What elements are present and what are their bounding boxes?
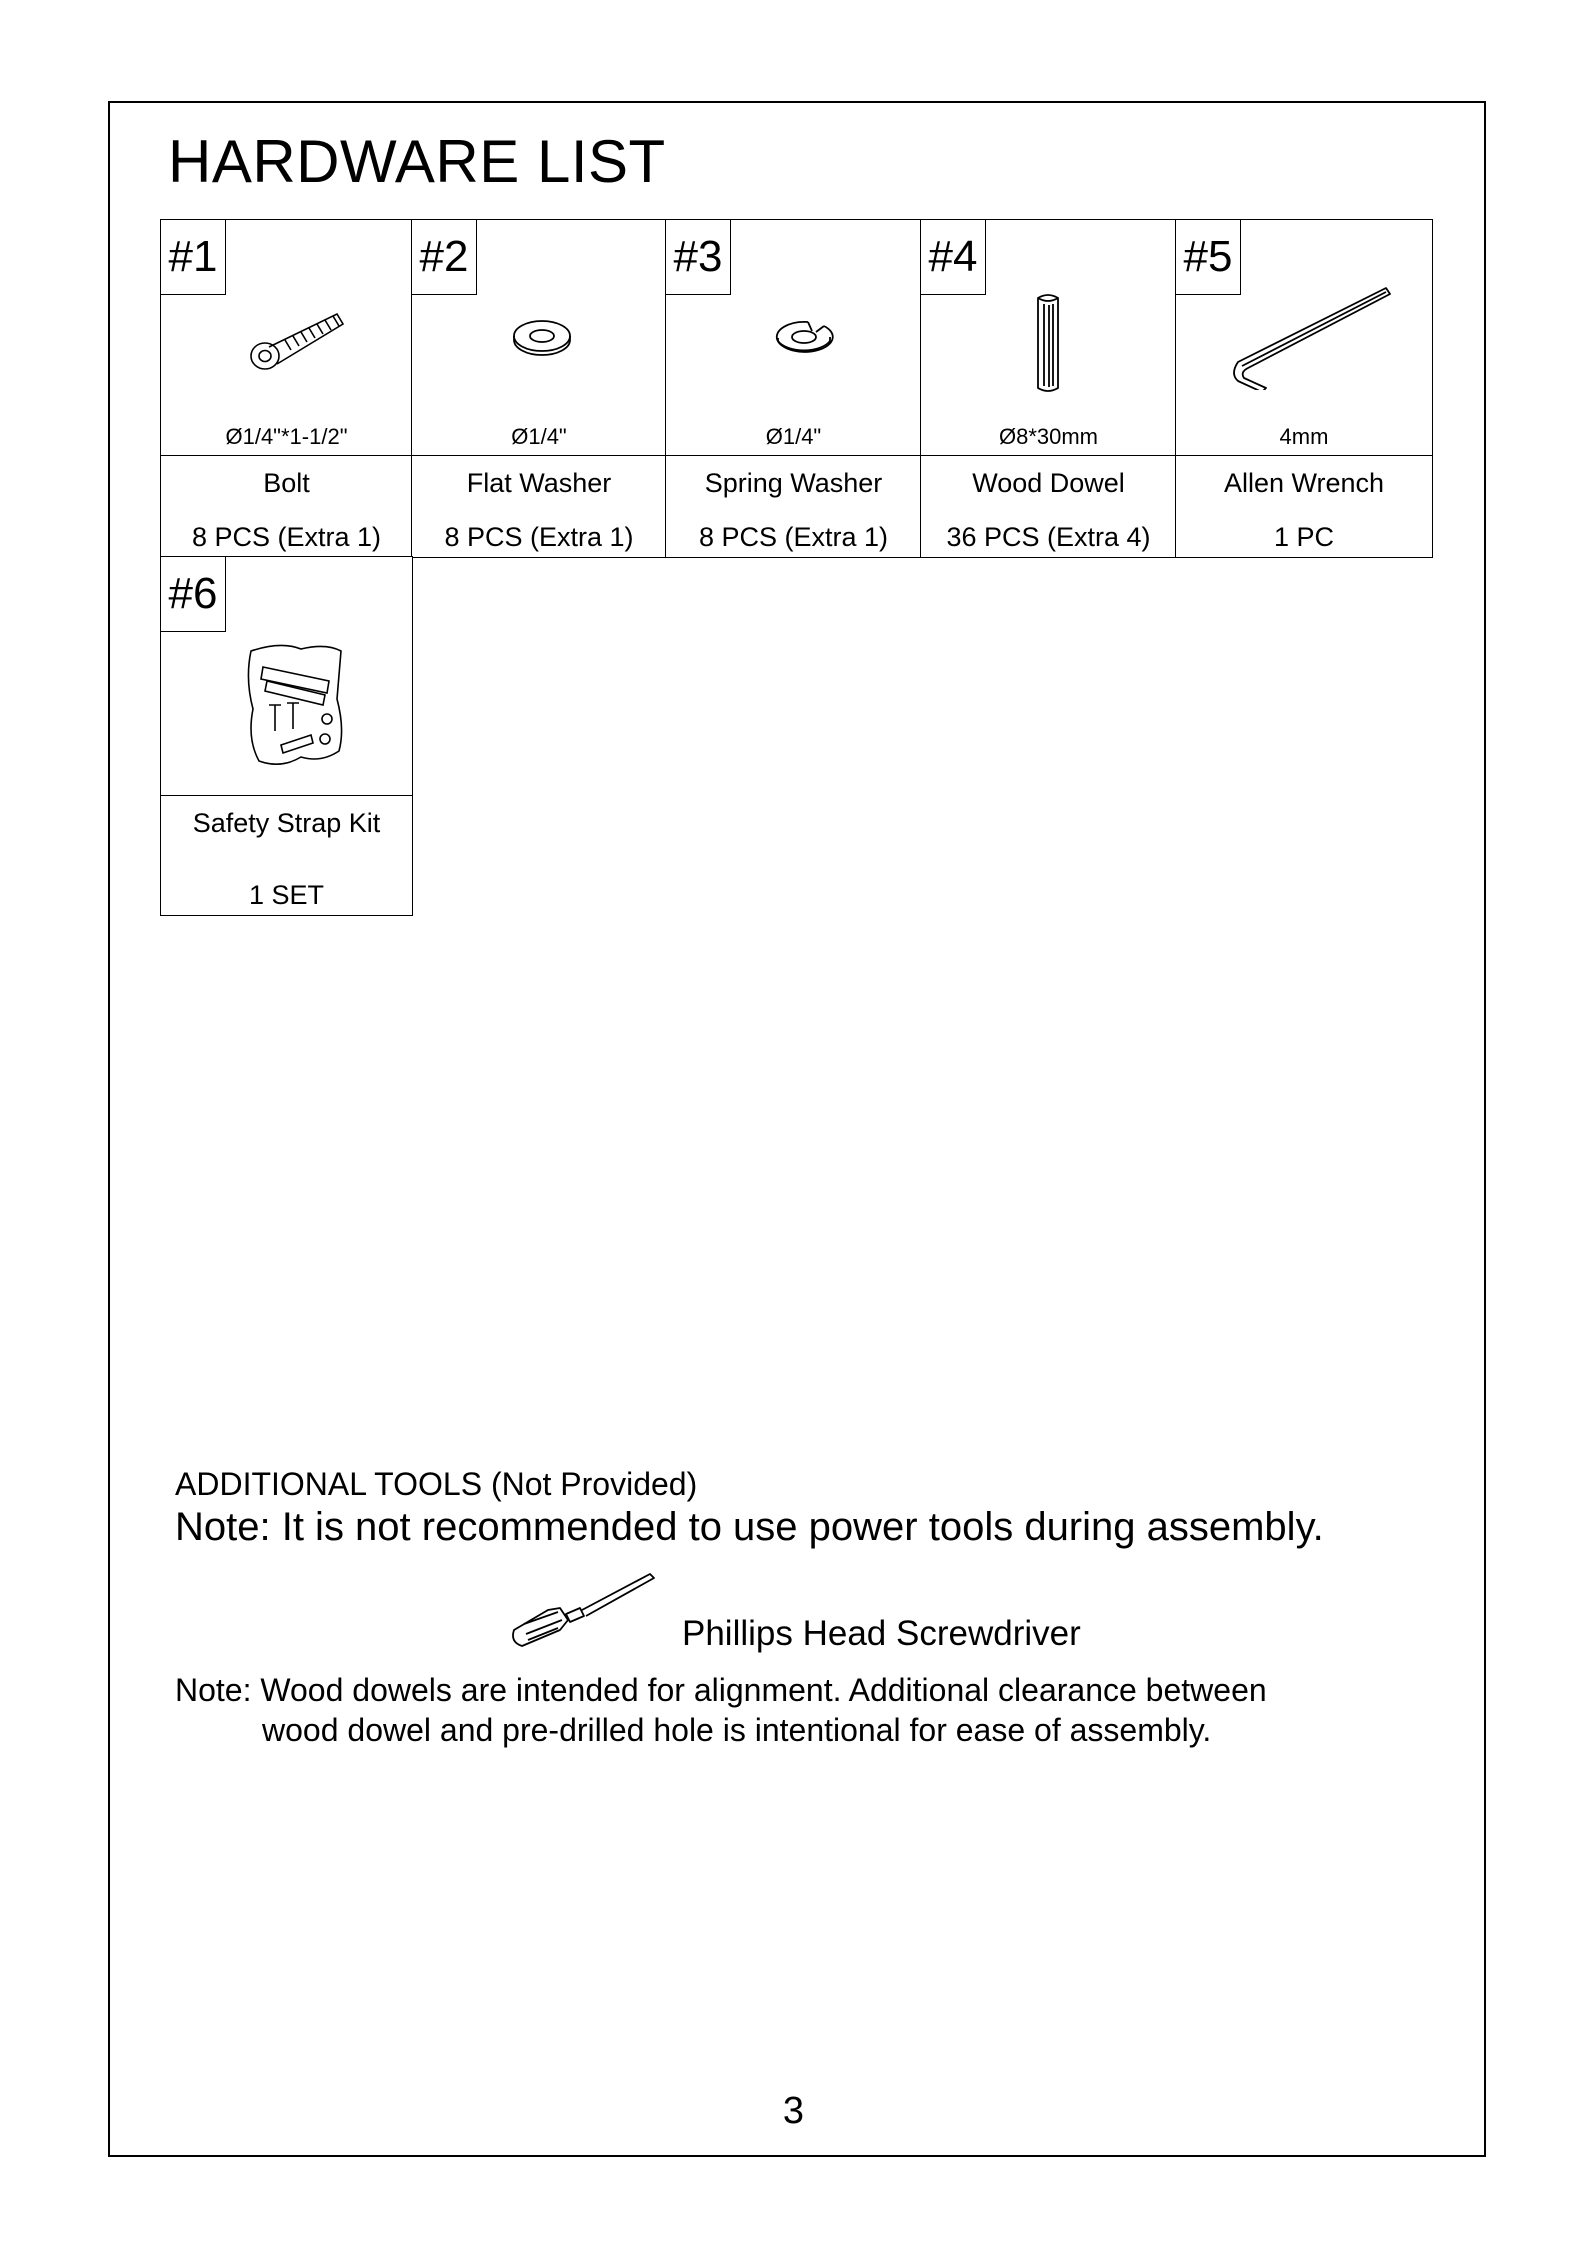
dowel-note [175,1670,1425,1750]
additional-tools-heading: ADDITIONAL TOOLS (Not Provided) [175,1466,698,1502]
dowel-note-line-1: Note: Wood dowels are intended for alignment. Additional clearance between [175,1672,1267,1708]
part-2-number: #2 [411,219,478,295]
part-1-label-cell [160,455,413,558]
part-2-spec: Ø1/4" [511,424,567,449]
part-6-name: Safety Strap Kit [192,808,381,838]
part-4-image-cell [920,219,1177,457]
part-5-image-cell [1175,219,1433,457]
page-title: HARDWARE LIST [168,128,666,195]
part-5-label-cell [1175,455,1433,558]
part-1-number: #1 [160,219,227,295]
part-5-qty: 1 PC [1273,522,1335,552]
part-2-qty: 8 PCS (Extra 1) [444,522,634,552]
part-1-spec: Ø1/4"*1-1/2" [225,424,348,449]
part-6-number: #6 [160,556,227,632]
part-3-label-cell [665,455,922,558]
screwdriver-icon [508,1568,658,1654]
part-3-qty: 8 PCS (Extra 1) [698,522,889,552]
part-3-spec: Ø1/4" [765,424,822,449]
page-number: 3 [782,2090,805,2132]
part-3-number: #3 [665,219,732,295]
part-5-number: #5 [1175,219,1242,295]
part-5-spec: 4mm [1279,424,1329,449]
safety-strap-kit-icon [241,639,351,779]
tool-name: Phillips Head Screwdriver [682,1614,1081,1653]
part-1-image-cell [160,219,413,457]
part-1-qty: 8 PCS (Extra 1) [191,522,382,552]
part-6-label-cell [160,795,413,916]
part-2-name: Flat Washer [466,468,612,498]
allen-wrench-icon [1226,280,1396,390]
part-4-number: #4 [920,219,987,295]
part-4-name: Wood Dowel [972,468,1125,498]
part-3-name: Spring Washer [704,468,883,498]
spring-washer-icon [772,316,836,358]
part-2-label-cell [411,455,667,558]
bolt-icon [245,298,355,378]
part-1-name: Bolt [263,468,310,498]
part-4-qty: 36 PCS (Extra 4) [946,522,1151,552]
part-4-spec: Ø8*30mm [998,424,1099,449]
part-6-qty: 1 SET [248,880,325,910]
part-5-name: Allen Wrench [1223,468,1385,498]
part-4-label-cell [920,455,1177,558]
part-6-image-cell [160,556,413,797]
wood-dowel-icon [1033,288,1063,398]
part-3-image-cell [665,219,922,457]
dowel-note-line-2: wood dowel and pre-drilled hole is intentional for ease of assembly. [262,1712,1212,1748]
flat-washer-icon [510,316,574,358]
power-tools-note: Note: It is not recommended to use power tools during assembly. [175,1505,1324,1549]
part-2-image-cell [411,219,667,457]
